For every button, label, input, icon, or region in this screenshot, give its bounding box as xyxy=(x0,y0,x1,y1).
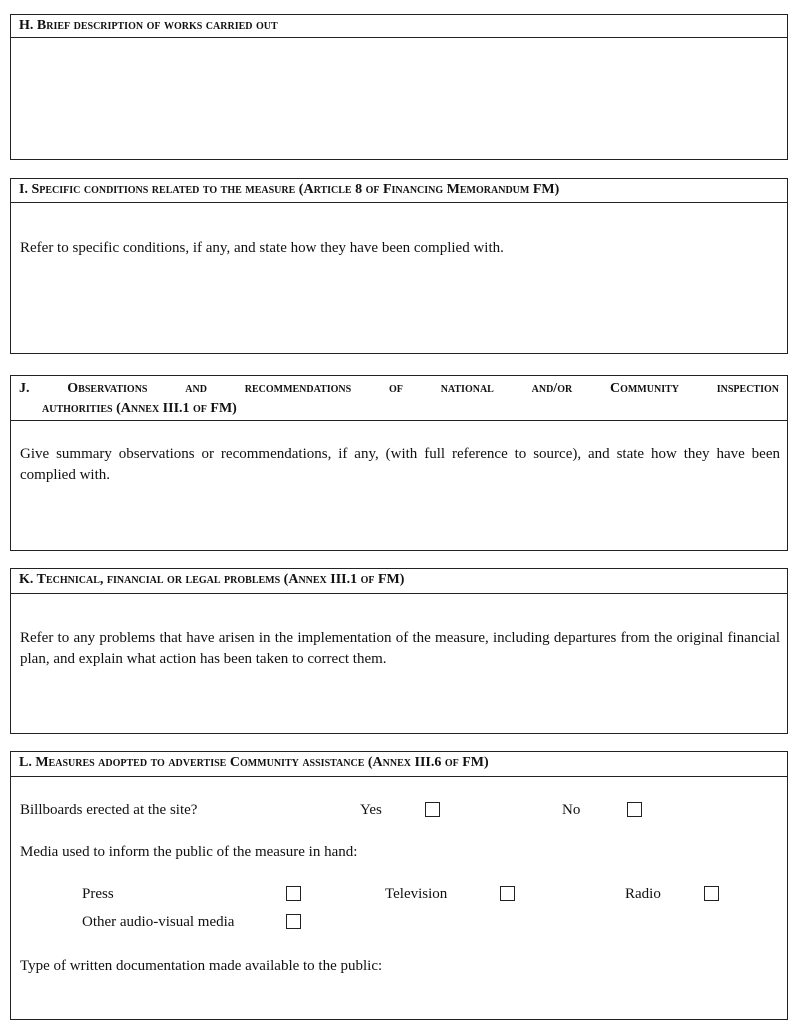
written-doc-question: Type of written documentation made available to the public: xyxy=(20,958,383,974)
billboards-question: Billboards erected at the site? xyxy=(20,802,198,818)
section-j-title-line2: authorities (Annex III.1 of FM) xyxy=(42,401,237,416)
section-i-title: I. Specific conditions related to the measure (Article 8 of Financing Memorandum FM) xyxy=(19,182,560,197)
billboards-no-checkbox[interactable] xyxy=(627,802,642,817)
other-av-checkbox[interactable] xyxy=(286,914,301,929)
media-question: Media used to inform the public of the measure in hand: xyxy=(20,844,358,860)
television-checkbox[interactable] xyxy=(500,886,515,901)
billboards-yes-checkbox[interactable] xyxy=(425,802,440,817)
press-label: Press xyxy=(82,886,114,902)
section-h-header xyxy=(10,14,788,38)
section-j-title-line1: J. Observations and recommendations of national and/or Community inspection xyxy=(19,381,779,396)
press-checkbox[interactable] xyxy=(286,886,301,901)
section-k-instruction: Refer to any problems that have arisen in the implementation of the measure, including departures from the original financial plan, and explain what action has been taken to correct them. xyxy=(20,630,780,667)
billboards-yes-label: Yes xyxy=(360,802,382,818)
section-i-answer-area[interactable] xyxy=(10,202,788,354)
section-k-title: K. Technical, financial or legal problems (Annex III.1 of FM) xyxy=(19,572,405,587)
radio-label: Radio xyxy=(625,886,661,902)
section-l-header xyxy=(10,751,788,777)
section-i-instruction: Refer to specific conditions, if any, and state how they have been complied with. xyxy=(20,240,504,256)
other-av-label: Other audio-visual media xyxy=(82,914,235,930)
section-l-title: L. Measures adopted to advertise Community assistance (Annex III.6 of FM) xyxy=(19,755,489,770)
section-i-header xyxy=(10,178,788,203)
section-h-answer-area[interactable] xyxy=(10,37,788,160)
radio-checkbox[interactable] xyxy=(704,886,719,901)
billboards-no-label: No xyxy=(562,802,581,818)
section-h-title: H. Brief description of works carried out xyxy=(19,18,278,33)
section-k-header xyxy=(10,568,788,594)
television-label: Television xyxy=(385,886,448,902)
section-j-instruction: Give summary observations or recommendations, if any, (with full reference to source), and state how they have been complied with. xyxy=(20,446,780,483)
